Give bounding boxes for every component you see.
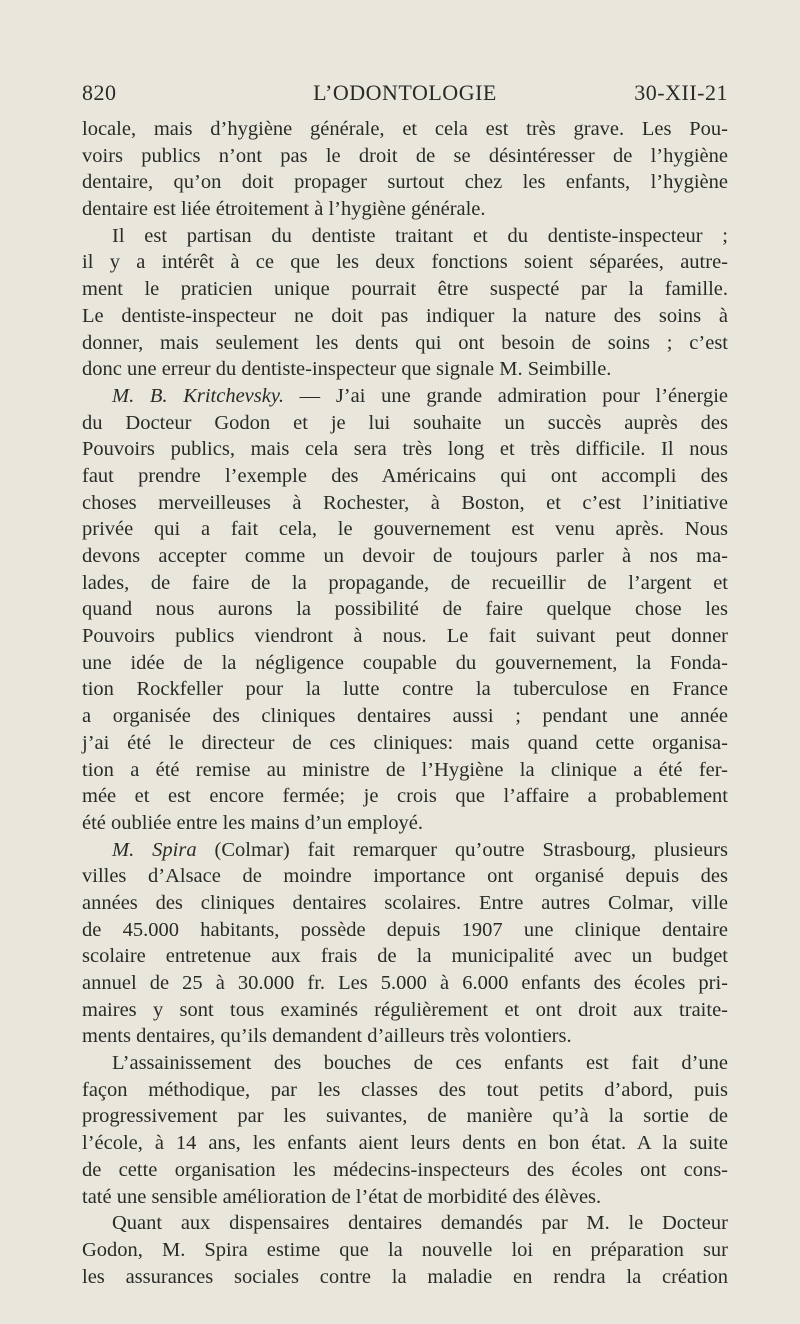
- line-text: choses merveilleuses à Rochester, à Boston, et c’est l’initiative: [82, 491, 728, 514]
- text-line: [82, 436, 728, 463]
- text-line: [82, 1077, 728, 1104]
- line-text: tion a été remise au ministre de l’Hygiène la clinique a été fer-: [82, 758, 728, 781]
- line-text: j’ai été le directeur de ces cliniques: mais quand cette organisa-: [82, 731, 728, 754]
- text-line: [82, 1157, 728, 1184]
- line-text: scolaire entretenue aux frais de la municipalité avec un budget: [82, 945, 728, 968]
- text-line: [82, 810, 728, 837]
- text-line: [82, 490, 728, 517]
- text-line: [82, 410, 728, 437]
- line-text: privée qui a fait cela, le gouvernement est venu après. Nous: [82, 518, 728, 541]
- running-header: [82, 80, 728, 110]
- line-text: faut prendre l’exemple des Américains qui ont accompli des: [82, 464, 728, 487]
- line-text: une idée de la négligence coupable du gouvernement, la Fonda-: [82, 651, 728, 674]
- line-text: du Docteur Godon et je lui souhaite un succès auprès des: [82, 411, 728, 434]
- speaker-name: M. Spira: [112, 838, 197, 861]
- line-text: progressivement par les suivantes, de manière qu’à la sortie de: [82, 1105, 728, 1128]
- line-text: Pouvoirs publics viendront à nous. Le fait suivant peut donner: [82, 625, 728, 648]
- text-line: [82, 463, 728, 490]
- line-text: Godon, M. Spira estime que la nouvelle loi en préparation sur: [82, 1238, 728, 1261]
- journal-title: L’ODONTOLOGIE: [313, 80, 497, 105]
- line-text: façon méthodique, par les classes des tout petits d’abord, puis: [82, 1078, 728, 1101]
- text-line: [82, 169, 728, 196]
- line-text: tion Rockfeller pour la lutte contre la tuberculose en France: [82, 678, 728, 701]
- line-text: dentaire est liée étroitement à l’hygiène générale.: [82, 198, 486, 221]
- text-line: [82, 543, 728, 570]
- text-line: [82, 196, 728, 223]
- text-line: [82, 623, 728, 650]
- line-text: de cette organisation les médecins-inspecteurs des écoles ont cons-: [82, 1158, 728, 1181]
- text-line: [82, 223, 728, 250]
- issue-date: 30-XII-21: [634, 80, 728, 105]
- text-line: [82, 249, 728, 276]
- text-line: [82, 1130, 728, 1157]
- line-text: l’école, à 14 ans, les enfants aient leurs dents en bon état. A la suite: [82, 1132, 728, 1155]
- line-text: maires y sont tous examinés régulièrement et ont droit aux traite-: [82, 998, 728, 1021]
- text-line: [82, 356, 728, 383]
- line-text: villes d’Alsace de moindre importance ont organisé depuis des: [82, 865, 728, 888]
- text-line: [82, 1184, 728, 1211]
- line-text: les assurances sociales contre la maladie en rendra la création: [82, 1265, 728, 1288]
- line-text: il y a intérêt à ce que les deux fonctions soient séparées, autre-: [82, 251, 728, 274]
- line-text: Le dentiste-inspecteur ne doit pas indiquer la nature des soins à: [82, 304, 728, 327]
- text-line: [82, 303, 728, 330]
- text-line: [82, 143, 728, 170]
- line-text: L’assainissement des bouches de ces enfants est fait d’une: [112, 1052, 728, 1075]
- text-line: [82, 917, 728, 944]
- text-line: [82, 757, 728, 784]
- line-text: — J’ai une grande admiration pour l’énergie: [283, 384, 729, 407]
- line-text: devons accepter comme un devoir de toujours parler à nos ma-: [82, 545, 728, 567]
- line-text: a organisée des cliniques dentaires aussi ; pendant une année: [82, 705, 728, 728]
- text-line: [82, 1050, 728, 1077]
- line-text: donner, mais seulement les dents qui ont besoin de soins ; c’est: [82, 331, 728, 354]
- line-text: (Colmar) fait remarquer qu’outre Strasbourg, plusieurs: [196, 838, 729, 861]
- text-line: [82, 650, 728, 677]
- text-line: [82, 676, 728, 703]
- line-text: Il est partisan du dentiste traitant et du dentiste-inspecteur ;: [112, 224, 728, 247]
- text-line: [82, 997, 728, 1024]
- text-line: [82, 1237, 728, 1264]
- page-number: 820: [82, 80, 117, 105]
- text-line: [82, 1264, 728, 1291]
- line-text: dentaire, qu’on doit propager surtout chez les enfants, l’hygiène: [82, 171, 728, 194]
- line-text: Pouvoirs publics, mais cela sera très long et très difficile. Il nous: [82, 438, 728, 461]
- text-line: [82, 730, 728, 757]
- text-line: [82, 570, 728, 597]
- text-line: [82, 1210, 728, 1237]
- text-line: [82, 863, 728, 890]
- text-line: [82, 783, 728, 810]
- speaker-name: M. B. Kritchevsky.: [112, 384, 284, 407]
- text-line: [82, 890, 728, 917]
- line-text: locale, mais d’hygiène générale, et cela est très grave. Les Pou-: [82, 118, 728, 140]
- text-line: [82, 1103, 728, 1130]
- text-line: [82, 516, 728, 543]
- text-line: [82, 837, 728, 864]
- line-text: ments dentaires, qu’ils demandent d’ailleurs très volontiers.: [82, 1025, 572, 1048]
- line-text: quand nous aurons la possibilité de faire quelque chose les: [82, 598, 728, 621]
- line-text: donc une erreur du dentiste-inspecteur que signale M. Seimbille.: [82, 358, 612, 381]
- text-line: [82, 943, 728, 970]
- text-line: [82, 383, 728, 410]
- line-text: Quant aux dispensaires dentaires demandés par M. le Docteur: [112, 1212, 728, 1235]
- line-text: ment le praticien unique pourrait être suspecté par la famille.: [82, 278, 728, 301]
- text-line: [82, 970, 728, 997]
- text-line: [82, 116, 728, 143]
- line-text: annuel de 25 à 30.000 fr. Les 5.000 à 6.000 enfants des écoles pri-: [82, 972, 728, 994]
- line-text: années des cliniques dentaires scolaires. Entre autres Colmar, ville: [82, 891, 728, 914]
- body-text: [82, 116, 728, 1290]
- text-line: [82, 703, 728, 730]
- line-text: voirs publics n’ont pas le droit de se désintéresser de l’hygiène: [82, 144, 728, 167]
- line-text: taté une sensible amélioration de l’état de morbidité des élèves.: [82, 1185, 602, 1208]
- line-text: de 45.000 habitants, possède depuis 1907 une clinique dentaire: [82, 918, 728, 941]
- line-text: été oubliée entre les mains d’un employé.: [82, 811, 423, 834]
- line-text: lades, de faire de la propagande, de recueillir de l’argent et: [82, 571, 728, 594]
- text-line: [82, 330, 728, 357]
- text-line: [82, 596, 728, 623]
- text-line: [82, 276, 728, 303]
- text-line: [82, 1023, 728, 1050]
- line-text: mée et est encore fermée; je crois que l’affaire a probablement: [82, 785, 728, 808]
